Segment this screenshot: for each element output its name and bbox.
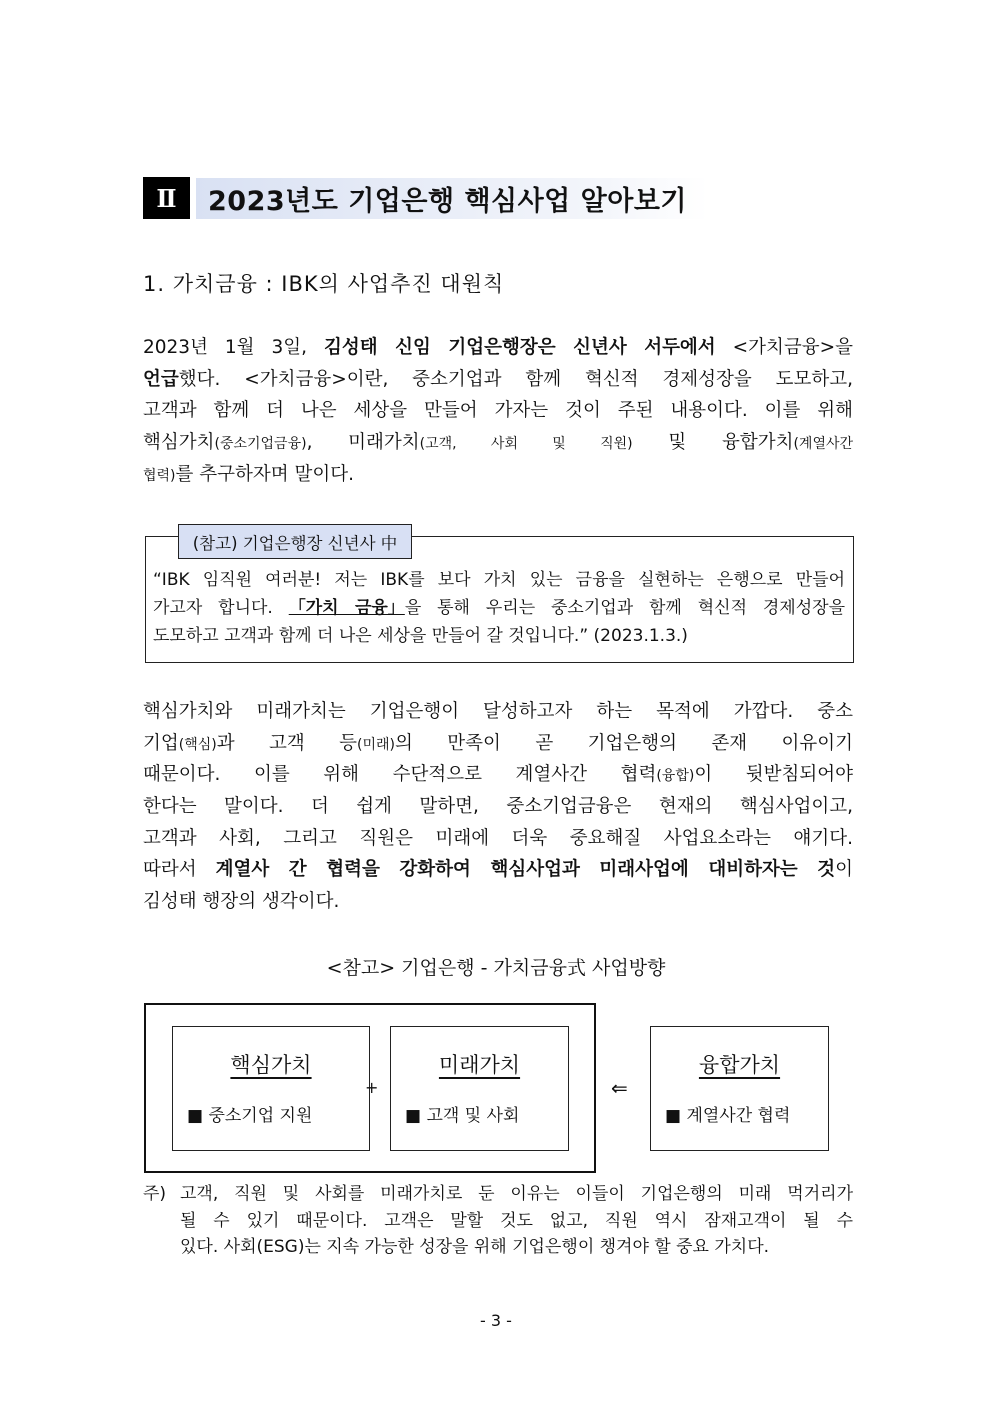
text-segment: 2023년 1월 3일,: [143, 337, 324, 358]
text-line: [143, 696, 853, 728]
text-segment: 고객과 함께 더 나은 세상을 만들어 가자는 것이 주된 내용이다. 이를 위해: [143, 400, 853, 422]
future-value-item: ■ 고객 및 사회: [405, 1106, 520, 1126]
text-segment: (계열사간: [793, 436, 854, 453]
text-segment: 과 고객 등: [216, 732, 358, 754]
text-segment: 했다. <가치금융>이란, 중소기업과 함께 혁신적 경제성장을 도모하고,: [178, 368, 853, 390]
text-segment: 협력): [143, 467, 176, 484]
text-line: [143, 364, 853, 396]
core-value-item: ■ 중소기업 지원: [187, 1106, 313, 1126]
paragraph-1: [143, 332, 853, 490]
text-line: [143, 459, 853, 491]
note-line-text: 될 수 있기 때문이다. 고객은 말할 것도 없고, 직원 역시 잠재고객이 될 수: [180, 1210, 853, 1231]
convergence-value-box: [650, 1026, 829, 1151]
text-segment: 「가치 금융」: [288, 598, 405, 618]
text-line: [143, 823, 853, 855]
text-segment: 따라서: [143, 859, 216, 881]
text-line: [143, 791, 853, 823]
text-segment: , 미래가치: [306, 432, 420, 454]
text-segment: 및 융합가치: [632, 432, 794, 454]
future-value-box: [390, 1026, 569, 1151]
convergence-value-item: ■ 계열사간 협력: [665, 1106, 791, 1126]
text-segment: 김성태 신임 기업은행장은 신년사 서두에서: [323, 337, 716, 358]
text-segment: 도모하고 고객과 함께 더 나은 세상을 만들어 갈 것입니다.” (2023.1.3.): [153, 626, 688, 646]
text-line: [153, 566, 845, 594]
text-segment: 때문이다. 이를 위해 수단적으로 계열사간 협력: [143, 764, 657, 786]
text-line: [153, 622, 845, 650]
text-segment: 가고자 합니다.: [153, 598, 289, 618]
text-segment: (중소기업금융): [214, 436, 307, 453]
text-segment: 이 뒷받침되어야: [694, 764, 853, 786]
text-line: [143, 854, 853, 886]
quote-label: (참고) 기업은행장 신년사 中: [178, 524, 412, 559]
section-number: Ⅱ: [143, 177, 190, 219]
section-title-text: 2023년도 기업은행 핵심사업 알아보기: [208, 186, 687, 217]
note-text: [180, 1181, 853, 1261]
text-segment: 을 통해 우리는 중소기업과 함께 혁신적 경제성장을: [404, 598, 845, 618]
text-segment: 고객과 사회, 그리고 직원은 미래에 더욱 중요해질 사업요소라는 얘기다.: [143, 827, 853, 849]
text-segment: 계열사 간 협력을 강화하여 핵심사업과 미래사업에 대비하자는 것: [215, 859, 836, 881]
text-line: [143, 728, 853, 760]
core-value-title: 핵심가치: [230, 1053, 312, 1077]
diagram-caption: <참고> 기업은행 - 가치금융式 사업방향: [326, 957, 666, 979]
text-segment: 이: [835, 859, 853, 881]
quote-text: [153, 566, 845, 650]
text-segment: (고객, 사회 및 직원): [419, 436, 633, 453]
note-line-text: 있다. 사회(ESG)는 지속 가능한 성장을 위해 기업은행이 챙겨야 할 중요 가치다.: [180, 1237, 770, 1257]
text-line: [143, 332, 853, 364]
section-title: [196, 178, 708, 219]
note-line-text: 고객, 직원 및 사회를 미래가치로 둔 이유는 이들이 기업은행의 미래 먹거리가: [180, 1184, 853, 1204]
left-arrow-icon: ⇐: [611, 1076, 628, 1100]
text-segment: 한다는 말이다. 더 쉽게 말하면, 중소기업금융은 현재의 핵심사업이고,: [143, 796, 853, 818]
subheading: 1. 가치금융 : IBK의 사업추진 대원칙: [143, 272, 505, 296]
text-segment: “IBK 임직원 여러분! 저는 IBK를 보다 가치 있는 금융을 실현하는 은행으로 만들어: [153, 570, 845, 590]
text-segment: (융합): [656, 768, 695, 785]
text-segment: (미래): [357, 736, 396, 753]
plus-sign: +: [365, 1078, 379, 1097]
text-line: [153, 594, 845, 622]
note-line: [180, 1181, 853, 1208]
text-line: [143, 759, 853, 791]
text-segment: 핵심가치와 미래가치는 기업은행이 달성하고자 하는 목적에 가깝다. 중소: [143, 701, 853, 722]
note-prefix: 주): [143, 1184, 167, 1204]
text-segment: 김성태 행장의 생각이다.: [143, 891, 340, 913]
text-segment: 기업: [143, 732, 179, 754]
text-line: [143, 395, 853, 427]
text-line: [143, 427, 853, 459]
text-line: [143, 886, 853, 918]
note-line: [180, 1208, 853, 1235]
future-value-title: 미래가치: [438, 1053, 521, 1077]
text-segment: 의 만족이 곧 기업은행의 존재 이유이기: [395, 732, 854, 754]
text-segment: 언급: [143, 368, 179, 390]
convergence-value-title: 융합가치: [698, 1053, 781, 1077]
core-value-box: [172, 1026, 370, 1151]
text-segment: (핵심): [178, 736, 217, 753]
text-segment: <가치금융>을: [715, 337, 853, 358]
paragraph-2: [143, 696, 853, 918]
note-line: [180, 1234, 853, 1261]
page-number: - 3 -: [480, 1311, 512, 1330]
text-segment: 를 추구하자며 말이다.: [175, 463, 354, 485]
text-segment: 핵심가치: [143, 432, 215, 454]
